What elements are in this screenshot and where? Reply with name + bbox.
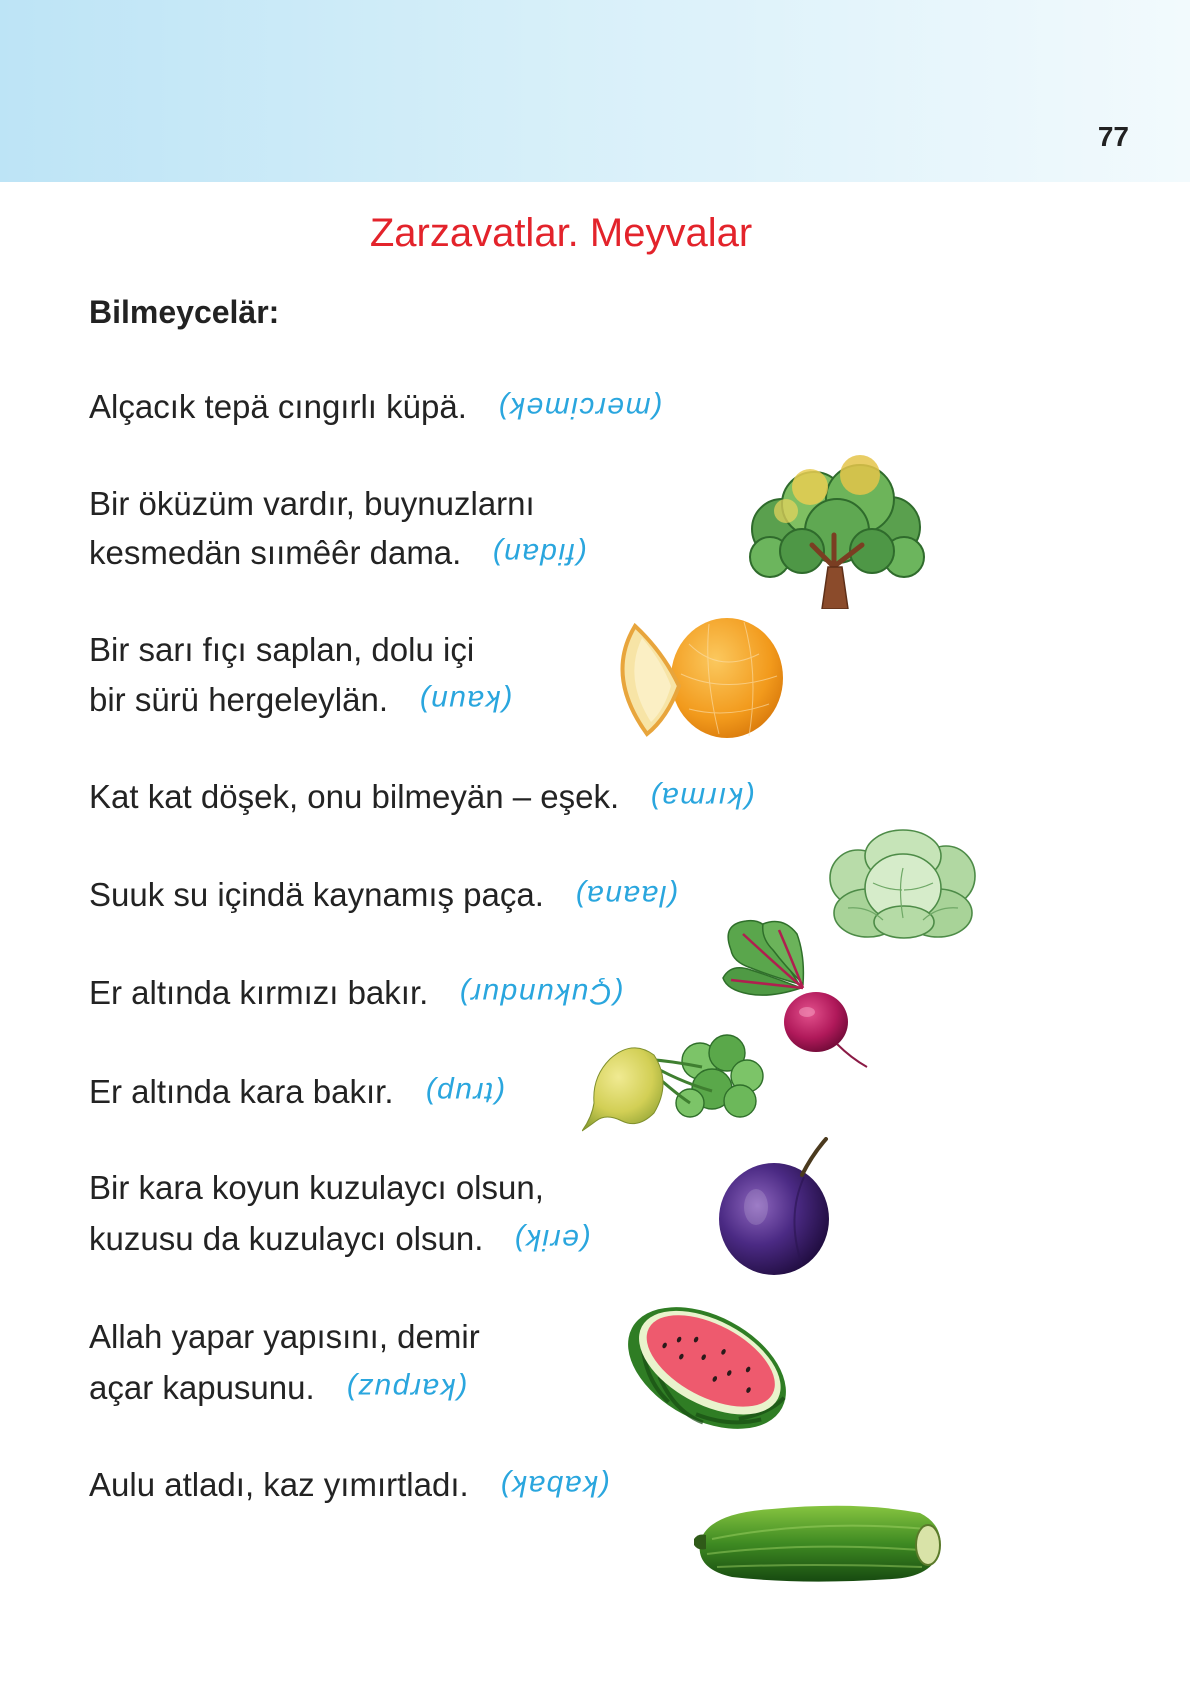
- riddle-line: Er altında kara bakır.: [89, 1073, 394, 1110]
- riddle-answer: (trup): [423, 1076, 505, 1109]
- riddle-line: Alçacık tepä cıngırlı küpä.: [89, 388, 467, 425]
- riddle-row: [89, 1072, 504, 1112]
- riddle-row: [89, 777, 755, 817]
- riddle-line: Kat kat döşek, onu bilmeyän – eşek.: [89, 778, 620, 815]
- riddle-line: açar kapusunu.: [89, 1369, 315, 1406]
- riddle-row: [89, 973, 623, 1013]
- riddle-line: bir sürü hergeleylän.: [89, 681, 388, 718]
- riddle-answer: (kırma): [649, 781, 755, 814]
- riddle-row: [89, 1219, 591, 1259]
- riddle-answer: (erik): [513, 1223, 591, 1256]
- riddle-row: [89, 1465, 609, 1505]
- page-title: Zarzavatlar. Meyvalar: [369, 211, 753, 255]
- riddle-answer: (Çukundur): [458, 977, 624, 1010]
- riddle-answer: (karpuz): [344, 1372, 467, 1405]
- riddle-row: [89, 533, 587, 573]
- riddle-row: [89, 1168, 544, 1208]
- riddle-answer: (kaun): [418, 684, 513, 717]
- riddle-line: Bir sarı fıçı saplan, dolu içi: [89, 631, 475, 668]
- riddle-row: [89, 1368, 467, 1408]
- riddle-row: [89, 484, 535, 524]
- header-band: [0, 0, 1190, 182]
- riddle-row: [89, 875, 678, 915]
- zucchini-icon: [692, 1479, 945, 1591]
- melon-icon: [609, 614, 785, 742]
- watermelon-icon: [619, 1298, 796, 1437]
- turnip-icon: [582, 1031, 764, 1132]
- riddle-line: Allah yapar yapısını, demir: [89, 1318, 480, 1355]
- riddle-row: [89, 387, 662, 427]
- riddle-line: Aulu atladı, kaz yımırtladı.: [89, 1466, 469, 1503]
- riddle-line: kuzusu da kuzulaycı olsun.: [89, 1220, 484, 1257]
- riddle-row: [89, 630, 474, 670]
- riddle-row: [89, 1317, 480, 1357]
- riddle-answer: (mercimek): [496, 391, 662, 424]
- section-heading: Bilmeycelär:: [89, 294, 280, 330]
- riddle-line: kesmedän sıımêêr dama.: [89, 534, 462, 571]
- riddle-line: Bir öküzüm vardır, buynuzlarnı: [89, 485, 535, 522]
- riddle-answer: (laana): [573, 879, 678, 912]
- page-number: 77: [1097, 121, 1129, 152]
- riddle-answer: (kabak): [498, 1469, 610, 1502]
- plum-icon: [716, 1137, 844, 1276]
- riddle-answer: (fidan): [491, 537, 587, 570]
- riddle-line: Er altında kırmızı bakır.: [89, 974, 429, 1011]
- riddle-line: Suuk su içindä kaynamış paça.: [89, 876, 544, 913]
- riddle-row: [89, 680, 512, 720]
- riddle-line: Bir kara koyun kuzulaycı olsun,: [89, 1169, 544, 1206]
- tree-icon: [742, 449, 929, 609]
